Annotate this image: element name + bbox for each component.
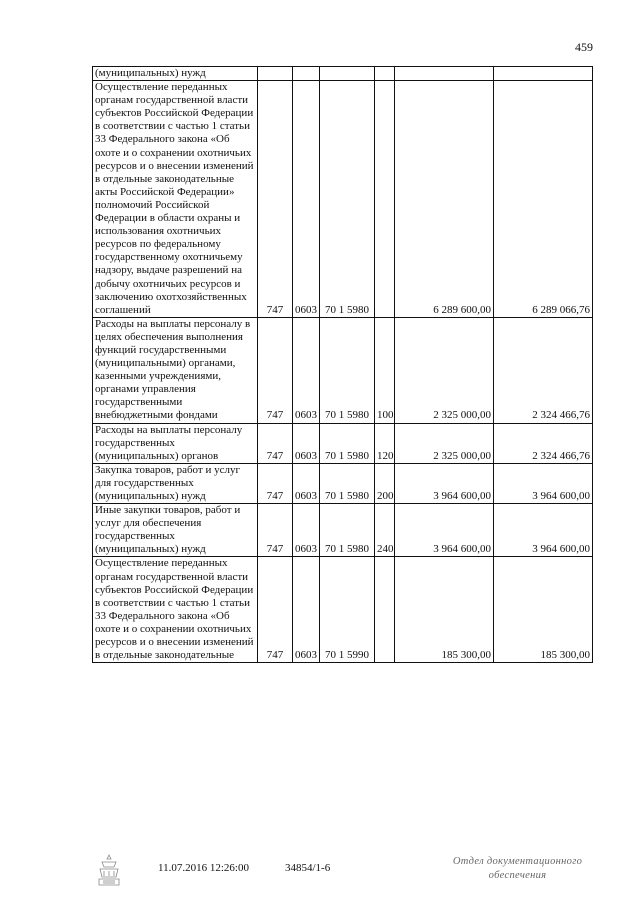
department-stamp [430, 855, 605, 883]
row-target-article: 70 1 5980 [320, 317, 375, 423]
row-expense-type: 120 [375, 423, 395, 463]
row-dept-code: 747 [258, 557, 293, 663]
row-actual-amount: 185 300,00 [494, 557, 593, 663]
row-dept-code: 747 [258, 423, 293, 463]
row-target-article: 70 1 5990 [320, 557, 375, 663]
footer-doc-number: 34854/1-6 [285, 862, 331, 874]
row-planned-amount: 2 325 000,00 [395, 317, 494, 423]
page-number: 459 [575, 40, 593, 54]
stamp-line-1: Отдел документационного [452, 856, 583, 867]
row-target-article: 70 1 5980 [320, 504, 375, 557]
table-row [93, 67, 593, 81]
row-expense-type [375, 557, 395, 663]
table-row [93, 81, 593, 318]
budget-table [92, 66, 593, 663]
row-section-code: 0603 [293, 423, 320, 463]
row-expense-type [375, 81, 395, 318]
row-planned-amount: 185 300,00 [395, 557, 494, 663]
table-row [93, 557, 593, 663]
row-section-code: 0603 [293, 504, 320, 557]
row-description: Расходы на выплаты персоналу в целях обеспечения выполнения функций государственными (муниципальными) органами, казенными учреждениями, органами управления государственными внебюджетными фондами [93, 317, 258, 423]
row-dept-code: 747 [258, 81, 293, 318]
row-description: Иные закупки товаров, работ и услуг для обеспечения государственных (муниципальных) нужд [93, 504, 258, 557]
row-dept-code: 747 [258, 317, 293, 423]
row-planned-amount: 6 289 600,00 [395, 81, 494, 318]
row-target-article [320, 67, 375, 81]
row-planned-amount: 3 964 600,00 [395, 463, 494, 503]
row-expense-type: 100 [375, 317, 395, 423]
row-actual-amount: 3 964 600,00 [494, 463, 593, 503]
row-description: Расходы на выплаты персоналу государственных (муниципальных) органов [93, 423, 258, 463]
emblem-icon [96, 853, 122, 887]
table-row [93, 423, 593, 463]
table-row [93, 317, 593, 423]
row-actual-amount: 2 324 466,76 [494, 317, 593, 423]
row-target-article: 70 1 5980 [320, 81, 375, 318]
row-section-code: 0603 [293, 463, 320, 503]
row-section-code: 0603 [293, 317, 320, 423]
row-section-code [293, 67, 320, 81]
row-actual-amount: 3 964 600,00 [494, 504, 593, 557]
row-dept-code [258, 67, 293, 81]
row-section-code: 0603 [293, 557, 320, 663]
row-planned-amount [395, 67, 494, 81]
row-dept-code: 747 [258, 504, 293, 557]
row-expense-type [375, 67, 395, 81]
row-description: Закупка товаров, работ и услуг для государственных (муниципальных) нужд [93, 463, 258, 503]
row-actual-amount [494, 67, 593, 81]
row-planned-amount: 3 964 600,00 [395, 504, 494, 557]
row-description: Осуществление переданных органам государственной власти субъектов Российской Федерации в соответствии с частью 1 статьи 33 Федерального закона «Об охоте и о сохранении охотничьих ресурсов и о внесении изменений в отдельные законодательные акты Российской Федерации» полномочий Российской Федерации в области охраны и использования охотничьих ресурсов по федеральному государственному охотничьему надзору, выдаче разрешений на добычу охотничьих ресурсов и заключению охотхозяйственных соглашений [93, 81, 258, 318]
row-planned-amount: 2 325 000,00 [395, 423, 494, 463]
footer-timestamp: 11.07.2016 12:26:00 [158, 862, 249, 874]
row-description: (муниципальных) нужд [93, 67, 258, 81]
row-expense-type: 240 [375, 504, 395, 557]
row-dept-code: 747 [258, 463, 293, 503]
row-section-code: 0603 [293, 81, 320, 318]
stamp-line-2: обеспечения [488, 870, 547, 881]
row-description: Осуществление переданных органам государственной власти субъектов Российской Федерации в соответствии с частью 1 статьи 33 Федерального закона «Об охоте и о сохранении охотничьих ресурсов и о внесении изменений в отдельные законодательные [93, 557, 258, 663]
table-row [93, 504, 593, 557]
row-actual-amount: 6 289 066,76 [494, 81, 593, 318]
row-target-article: 70 1 5980 [320, 423, 375, 463]
row-target-article: 70 1 5980 [320, 463, 375, 503]
table-row [93, 463, 593, 503]
row-expense-type: 200 [375, 463, 395, 503]
row-actual-amount: 2 324 466,76 [494, 423, 593, 463]
page-footer [0, 853, 640, 893]
